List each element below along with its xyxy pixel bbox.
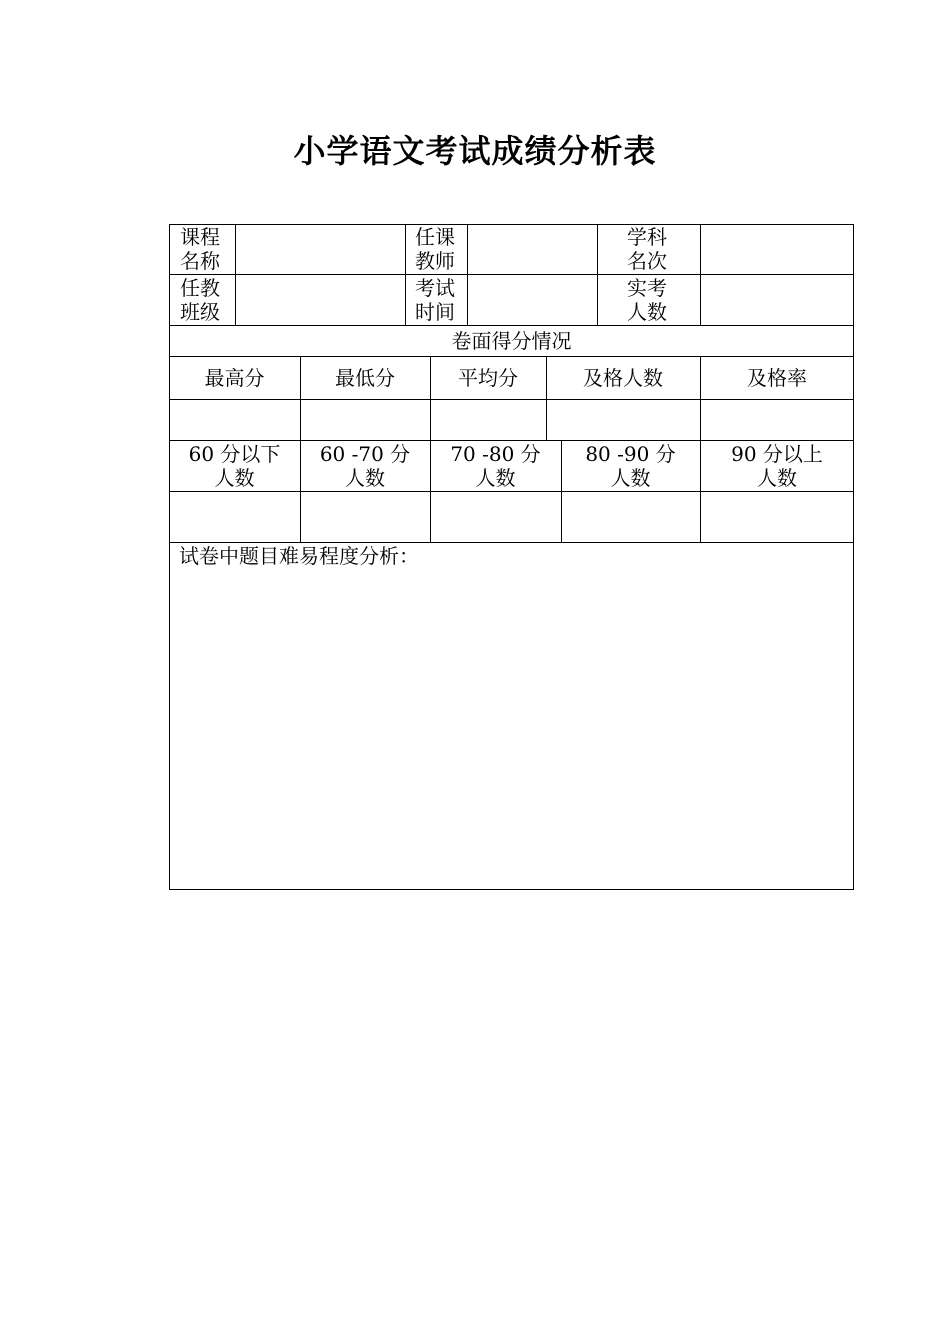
column-divider	[467, 224, 468, 326]
column-divider	[700, 224, 701, 326]
range-header-70-80	[430, 442, 561, 490]
stat-header-min: 最低分	[335, 366, 395, 390]
range-header-line: 人数	[345, 466, 385, 490]
course-name-label: 课程名称	[180, 225, 220, 273]
stat-header-max: 最高分	[204, 366, 265, 390]
range-header-line: 人数	[610, 466, 651, 490]
row-divider	[169, 399, 854, 400]
exam-time-label: 考试时间	[415, 276, 455, 324]
column-divider	[235, 224, 236, 326]
range-header-line: 人数	[475, 466, 516, 490]
score-analysis-table	[169, 224, 854, 890]
range-header-line: 人数	[214, 466, 255, 490]
range-header-line: 70 -80 分	[450, 442, 541, 466]
column-divider	[405, 224, 406, 326]
score-section-heading: 卷面得分情况	[451, 329, 572, 353]
range-header-line: 90 分以上	[731, 442, 823, 466]
subject-rank-label: 学科名次	[627, 225, 667, 273]
stat-header-average: 平均分	[458, 366, 518, 390]
row-divider	[169, 325, 854, 326]
table-border-top	[169, 224, 854, 225]
range-header-line: 60 -70 分	[319, 442, 411, 466]
range-header-below-60	[169, 442, 300, 490]
row-divider	[169, 440, 854, 441]
row-divider	[169, 542, 854, 543]
stat-header-pass-count: 及格人数	[583, 366, 663, 390]
teacher-label: 任课教师	[415, 225, 455, 273]
table-border-left	[169, 224, 170, 890]
range-header-line: 人数	[757, 466, 797, 490]
column-divider	[597, 224, 598, 326]
examinee-count-label: 实考人数	[627, 276, 667, 324]
stat-header-pass-rate: 及格率	[747, 366, 807, 390]
range-header-line: 60 分以下	[188, 442, 281, 466]
difficulty-analysis-content[interactable]	[179, 576, 839, 876]
row-divider	[169, 491, 854, 492]
page-title: 小学语文考试成绩分析表	[293, 132, 657, 170]
range-header-80-90	[561, 442, 700, 490]
row-divider	[169, 356, 854, 357]
range-header-line: 80 -90 分	[585, 442, 676, 466]
difficulty-analysis-label: 试卷中题目难易程度分析：	[179, 544, 419, 568]
range-header-above-90	[700, 442, 854, 490]
class-label: 任教班级	[180, 276, 220, 324]
table-border-right	[853, 224, 854, 890]
table-border-bottom	[169, 889, 854, 890]
range-header-60-70	[300, 442, 430, 490]
row-divider	[169, 274, 854, 275]
